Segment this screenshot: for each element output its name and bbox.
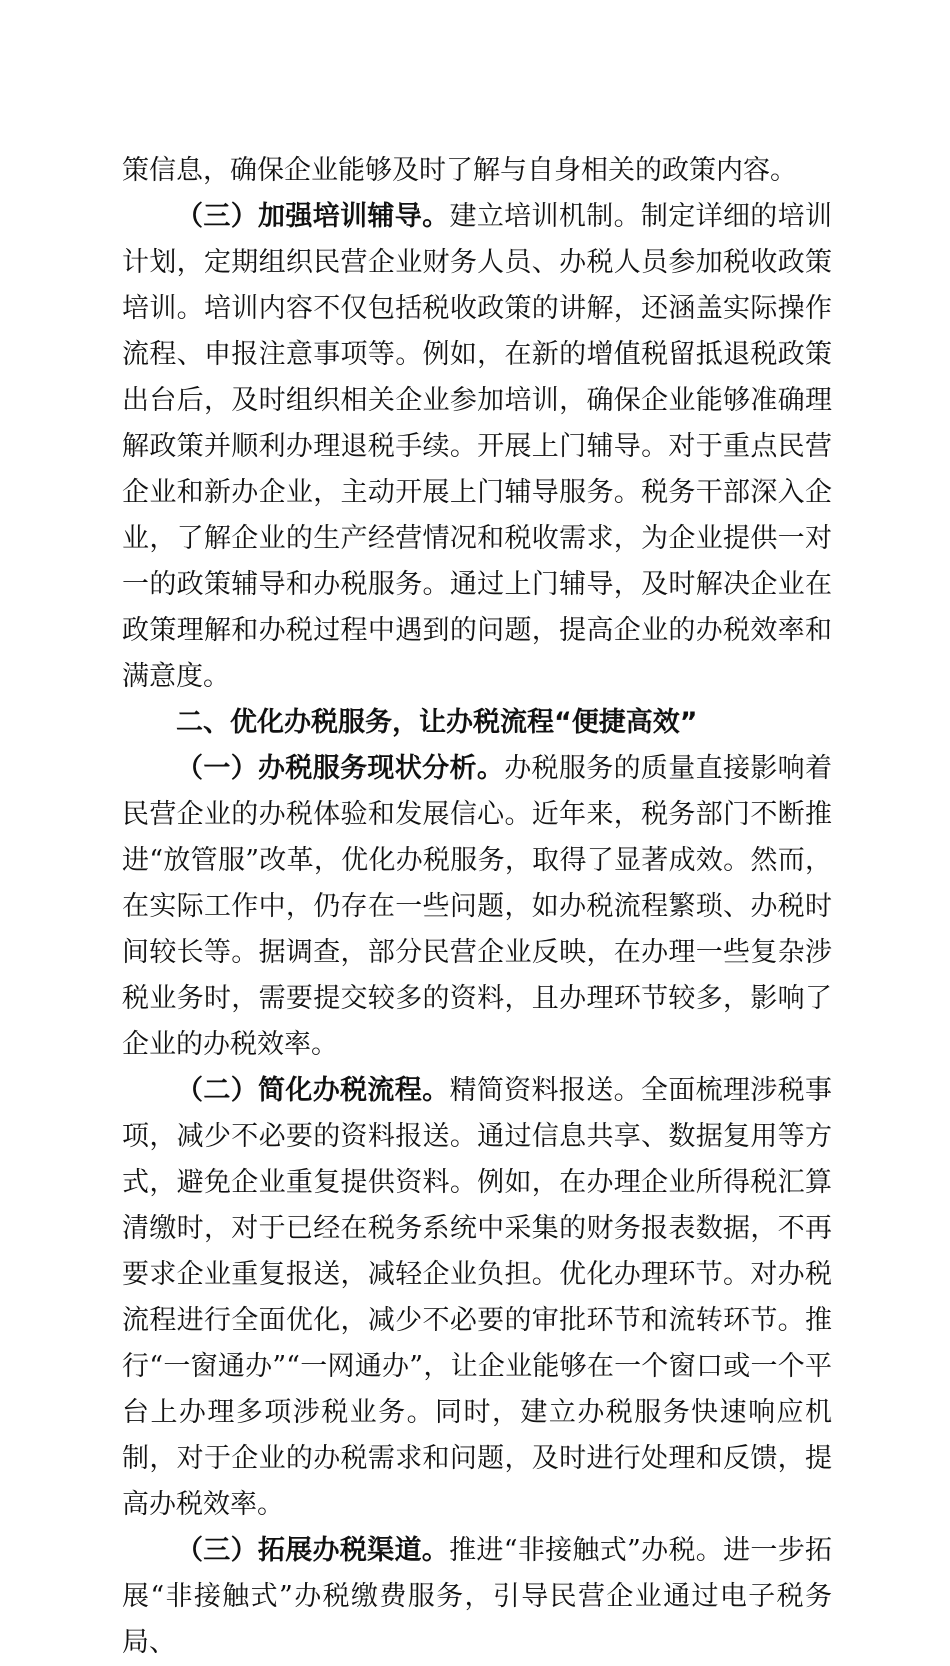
paragraph-service-status (122, 746, 832, 1068)
paragraph-continuation: 策信息，确保企业能够及时了解与自身相关的政策内容。 (122, 155, 797, 186)
paragraph-expand-channels (122, 1528, 832, 1666)
paragraph-body: 推进“非接触式”办税。进一步拓展“非接触式”办税缴费服务，引导民营企业通过电子税务局、 (122, 1535, 833, 1658)
paragraph-simplify-process (122, 1068, 832, 1528)
paragraph-body: 建立培训机制。制定详细的培训计划，定期组织民营企业财务人员、办税人员参加税收政策培训。培训内容不仅包括税收政策的讲解，还涵盖实际操作流程、申报注意事项等。例如，在新的增值税留抵退税政策出台后，及时组织相关企业参加培训，确保企业能够准确理解政策并顺利办理退税手续。开展上门辅导。对于重点民营企业和新办企业，主动开展上门辅导服务。税务干部深入企业，了解企业的生产经营情况和税收需求，为企业提供一对一的政策辅导和办税服务。通过上门辅导，及时解决企业在政策理解和办税过程中遇到的问题，提高企业的办税效率和满意度。 (122, 201, 833, 692)
paragraph-lead: （二）简化办税流程。 (176, 1075, 450, 1106)
paragraph-lead: （三）拓展办税渠道。 (176, 1535, 450, 1566)
paragraph-lead: （三）加强培训辅导。 (176, 201, 450, 232)
paragraph-body: 精简资料报送。全面梳理涉税事项，减少不必要的资料报送。通过信息共享、数据复用等方式，避免企业重复提供资料。例如，在办理企业所得税汇算清缴时，对于已经在税务系统中采集的财务报表数据，不再要求企业重复报送，减轻企业负担。优化办理环节。对办税流程进行全面优化，减少不必要的审批环节和流转环节。推行“一窗通办”“一网通办”，让企业能够在一个窗口或一个平台上办理多项涉税业务。同时，建立办税服务快速响应机制，对于企业的办税需求和问题，及时进行处理和反馈，提高办税效率。 (122, 1075, 833, 1520)
document-page (122, 148, 832, 1666)
paragraph-training-guidance (122, 194, 832, 700)
paragraph-body: 办税服务的质量直接影响着民营企业的办税体验和发展信心。近年来，税务部门不断推进“放管服”改革，优化办税服务，取得了显著成效。然而，在实际工作中，仍存在一些问题，如办税流程繁琐、办税时间较长等。据调查，部分民营企业反映，在办理一些复杂涉税业务时，需要提交较多的资料，且办理环节较多，影响了企业的办税效率。 (122, 753, 833, 1060)
section-heading: 二、优化办税服务，让办税流程“便捷高效” (176, 707, 698, 738)
paragraph-lead: （一）办税服务现状分析。 (176, 753, 505, 784)
